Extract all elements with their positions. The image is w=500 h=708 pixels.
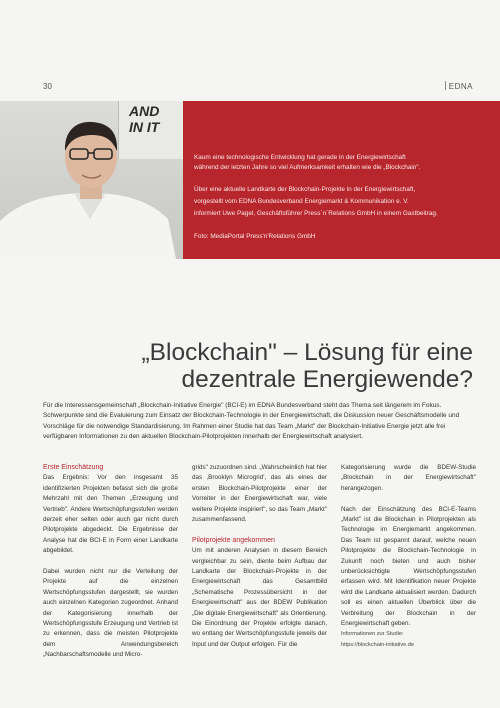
about-line-2: vorgestellt vom EDNA Bundesverband Energiemarkt & Kommunikation e. V. <box>194 198 409 205</box>
about-line-1: Über eine aktuelle Landkarte der Blockchain-Projekte in der Energiewirtschaft, <box>194 186 416 193</box>
col2-paragraph-2: Um mit anderen Analysen in diesem Bereich vergleichbar zu sein, diente beim Aufbau der Landkarte der Blockchain-Projekte in der Energiewirtschaft das Gesamtbild „Schematische Prozessübersicht in der Energiewirtschaft" aus der BDEW Publikation „Die digitale Energiewirtschaft" als Orientierung. Die Einordnung der Projekte erfolgte danach, wo entlang der Wertschöpfungsstufe jeweils der Input und der Output erfolgen. Für die <box>192 547 327 648</box>
intro-line-2: während der letzten Jahre so viel Aufmerksamkeit erhalten wie die „Blockchain". <box>194 164 421 171</box>
page-number: 30 <box>43 82 52 91</box>
col3-paragraph-2: Nach der Einschätzung des BCI-E-Teams „Markt" ist die Blockchain in Pilotprojekten als Technologie im Energiemarkt angekommen. Das Team ist gespannt darauf, welche neuen Pilotprojekte die Blockchain-Technologie in Zukunft noch bieten und auch bisher unberücksichtigte Wertschöpfungsstufen erfassen wird. Mit Identifikation neuer Projekte wird die Landkarte aktualisiert werden. Dadurch soll es einen aktuellen Überblick über die Verbreitung der Blockchain in der Energiewirtschaft geben. <box>341 505 476 628</box>
col3-paragraph-1: Kategorisierung wurde die BDEW-Studie „Blockchain in der Energiewirtschaft" herangezogen. <box>341 464 476 492</box>
info-label: Informationen zur Studie: <box>341 631 404 638</box>
about-line-3: informiert Uwe Pagel, Geschäftsführer Press´n´Relations GmbH in einem Gastbeitrag. <box>194 210 438 217</box>
intro-line-1: Kaum eine technologische Entwicklung hat gerade in der Energiewirtschaft <box>194 154 406 161</box>
column-1 <box>43 463 178 661</box>
headline-line-1: „Blockchain" – Lösung für eine <box>141 339 473 366</box>
column-3 <box>341 463 476 650</box>
hero-banner <box>0 101 500 259</box>
col1-paragraph-1: Das Ergebnis: Vor den insgesamt 35 identifizierten Projekten befasst sich die große Mehrzahl mit den Themen „Erzeugung und Vertrieb". Andere Wertschöpfungsstufen werden derzeit eher selten oder auch gar nicht durch Pilotprojekte abgedeckt. Die Ergebnisse der Analyse hat die BCI-E in Form einer Landkarte abgebildet. <box>43 474 178 555</box>
person-illustration <box>0 101 183 259</box>
brand-label <box>445 81 473 91</box>
intro-panel <box>183 101 500 259</box>
divider <box>445 81 446 90</box>
heading-erste-einschaetzung: Erste Einschätzung <box>43 464 104 471</box>
column-2 <box>192 463 327 650</box>
photo-credit: Foto: MediaPortal Press'n'Relations GmbH <box>194 233 316 240</box>
article-lead: Für die Interessensgemeinschaft „Blockchain-Initiative Energie" (BCI-E) im EDNA Bundesverband steht das Thema seit längerem im Fokus. Schwerpunkte sind die Evaluierung zum Einsatz der Blockchain-Technologie in der Energiewirtschaft, die Diskussion neuer Geschäftsmodelle und Vorschläge für die notwendige Standardisierung. Im Rahmen einer Studie hat das Team „Markt" der Blockchain-Initiative Energie jetzt alle frei verfügbaren Informationen zu den aktuellen Blockchain-Pilotprojekten innerhalb der Energiewirtschaft analysiert. <box>43 402 460 441</box>
article-headline <box>142 339 473 393</box>
heading-pilotprojekte: Pilotprojekte angekommen <box>192 536 275 544</box>
col1-paragraph-2: Dabei wurden nicht nur die Verteilung der Projekte auf die einzelnen Wertschöpfungsstufen dargestellt, sie wurden auch einzelnen Kategorien zugeordnet. Anhand der Kategorisierung innerhalb der Wertschöpfungsstufe Erzeugung und Vertrieb ist zu erkennen, dass die meisten Pilotprojekte dem Anwendungsbereich „Nachbarschaftsmodelle und Micro- <box>43 568 178 659</box>
sign-text-1: AND <box>129 103 160 119</box>
brand-text: EDNA <box>448 82 473 91</box>
sign-text-2: IN IT <box>129 119 160 135</box>
headline-line-2: dezentrale Energiewende? <box>181 366 473 393</box>
info-link[interactable]: https://blockchain-initiative.de <box>341 641 415 648</box>
col2-paragraph-1: grids" zuzuordnen sind. „Wahrscheinlich hat hier das ‚Brooklyn Microgrid', das als eines der ersten Blockchain-Pilotprojekte einer der Vorreiter in der Energiewirtschaft war, viele weitere Projekte inspiriert", so das Team „Markt" zusammenfassend. <box>192 464 327 524</box>
portrait-photo <box>0 101 183 259</box>
